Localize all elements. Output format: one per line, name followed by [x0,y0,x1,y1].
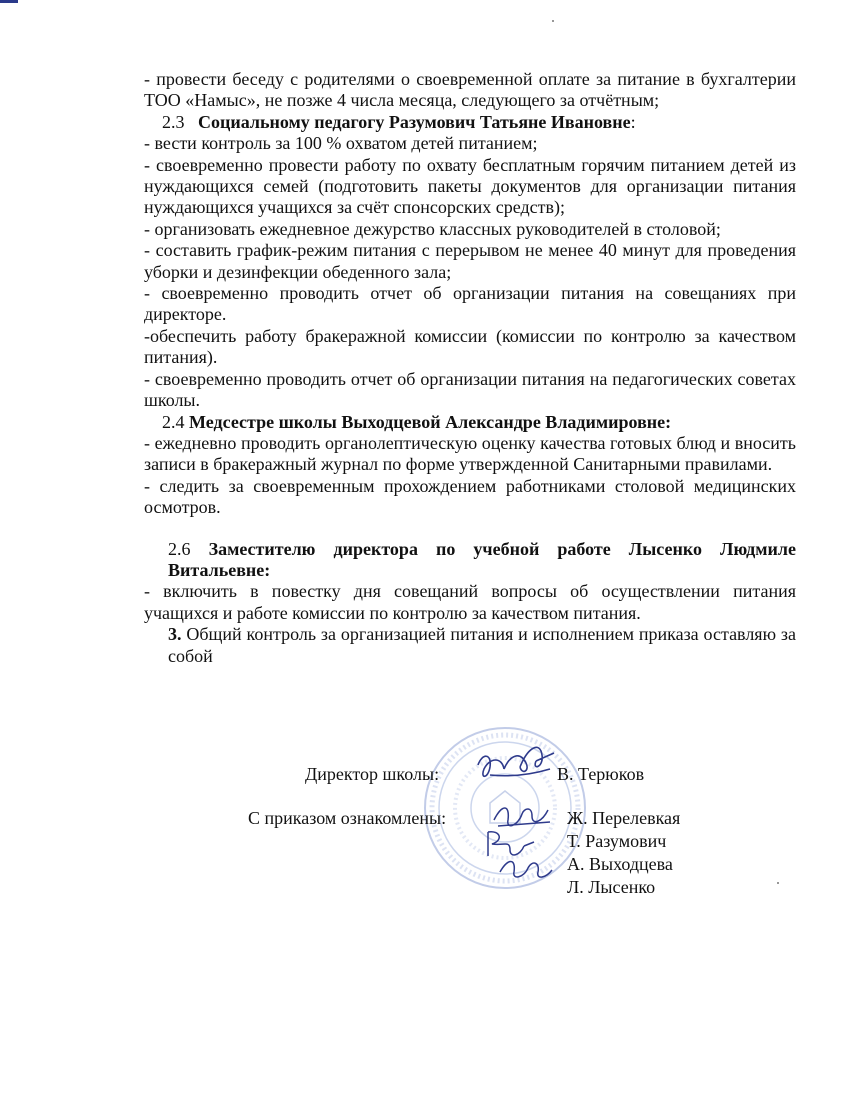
acknowledged-name: Т. Разумович [567,831,667,851]
paragraph-schedule: - составить график-режим питания с перерывом не менее 40 минут для проведения уборки и дезинфекции обеденного зала; [144,240,796,282]
acknowledged-name: Л. Лысенко [567,877,656,897]
section-number: 3. [168,624,182,645]
acknowledged-label: С приказом ознакомлены: [248,808,447,828]
paragraph-commission: -обеспечить работу бракеражной комиссии (комиссии по контролю за качеством питания). [144,325,796,368]
section-text: Общий контроль за организацией питания и исполнением приказа оставляю за собой [168,624,797,666]
paragraph-organoleptic: - ежедневно проводить органолептическую оценку качества готовых блюд и вносить записи в бракеражный журнал по форме утвержденной Санитарными правилами. [144,432,796,475]
paragraph-report-meetings: - своевременно проводить отчет об организации питания на совещаниях при директоре. [144,283,796,325]
paragraph-free-meals: - своевременно провести работу по охвату бесплатным горячим питанием детей из нуждающихся семей (подготовить пакеты документов для организации питания нуждающихся учащихся за счёт спонсорских средств); [144,154,796,218]
paragraph-duty: - организовать ежедневное дежурство классных руководителей в столовой; [144,218,721,239]
acknowledged-name: Ж. Перелевкая [567,808,681,828]
acknowledged-name: А. Выходцева [567,854,673,874]
paragraph-agenda: - включить в повестку дня совещаний вопросы об осуществлении питания учащихся и работе комиссии по контролю за качеством питания. [144,581,796,623]
director-name: В. Терюков [557,764,645,784]
section-heading-text: Медсестре школы Выходцевой Александре Владимировне: [189,411,672,432]
heading-colon: : [630,111,636,132]
paragraph-report-councils: - своевременно проводить отчет об организации питания на педагогических советах школы. [144,368,796,411]
paragraph-parents-payment: - провести беседу с родителями о своевременной оплате за питание в бухгалтерии ТОО «Намыс», не позже 4 числа месяца, следующего за отчётным; [144,69,796,111]
signature-icon [496,852,556,884]
paragraph-medical-exams: - следить за своевременным прохождением работниками столовой медицинских осмотров. [144,475,796,518]
section-heading-text: Заместителю директора по учебной работе Лысенко Людмиле Витальевне: [168,538,796,580]
paragraph-control-coverage: - вести контроль за 100 % охватом детей питанием; [144,133,538,154]
section-number: 2.6 [168,538,191,559]
director-signature-icon [470,735,560,795]
section-number: 2.3 [162,111,185,132]
section-number: 2.4 [162,411,185,432]
director-label: Директор школы: [305,764,440,784]
section-heading-text: Социальному педагогу Разумович Татьяне Ивановне [198,111,631,132]
